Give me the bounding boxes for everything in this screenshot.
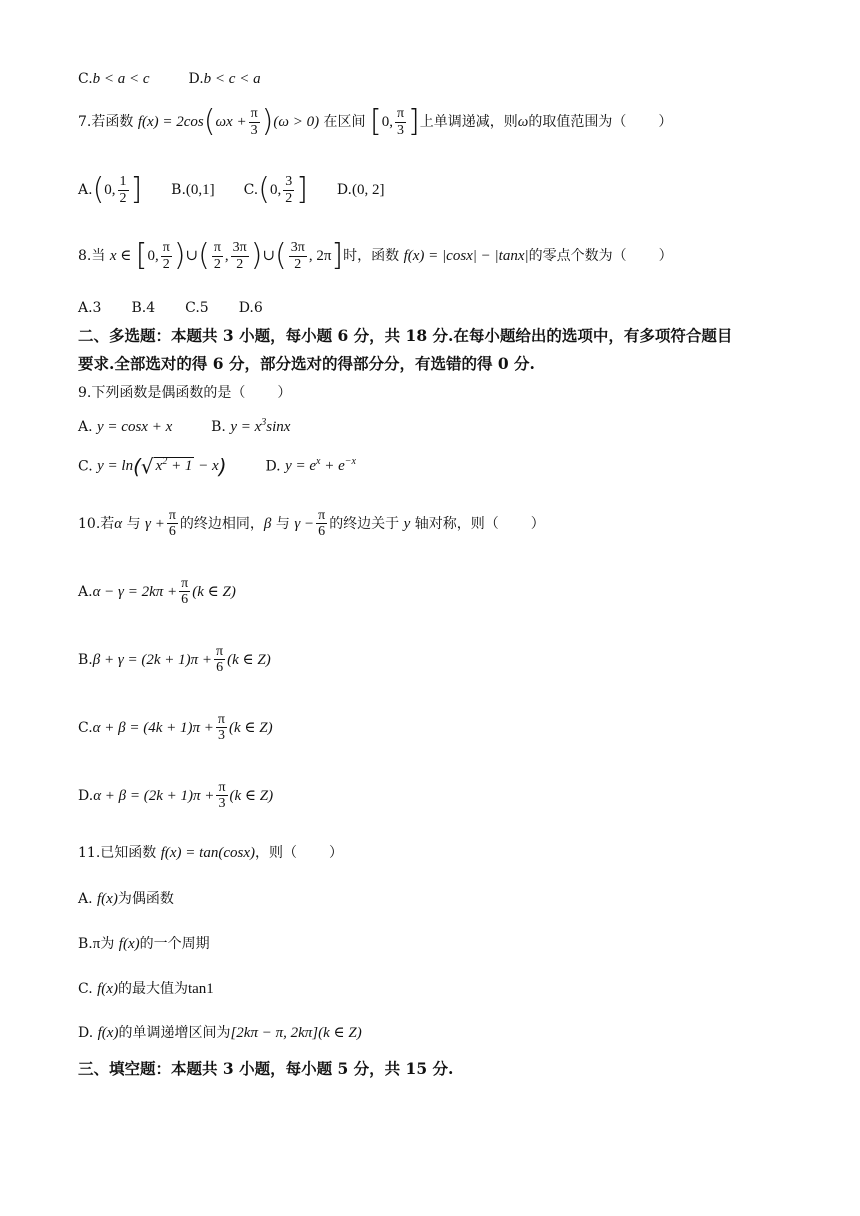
q8-end: 的零点个数为（ [528, 248, 627, 264]
q10-pi-over-6-b: $\frac{\pi}{6}$ [318, 508, 326, 540]
q7-option-d-expr: (0, 2] [352, 182, 385, 198]
q11-option-a-fx: f(x) [97, 891, 118, 907]
q11-option-c-fx: f(x) [97, 981, 118, 997]
q11-option-d-value: [2kπ − π, 2kπ](k ∈ Z) [230, 1025, 362, 1041]
q11-option-d-fx: f(x) [97, 1025, 119, 1041]
q10-beta: β [263, 515, 272, 532]
q7-inner: ωx + [215, 114, 247, 130]
q9-label: 9.下列函数是偶函数的是（ [78, 385, 246, 401]
section-3-heading: 三、填空题：本题共 3 小题，每小题 5 分，共 15 分. [78, 1059, 454, 1078]
q10-option-b-label: B. [78, 651, 93, 668]
q6-option-c-expr: b < a < c [92, 71, 150, 87]
q10-option-c [78, 712, 273, 744]
q9-options-cd [78, 455, 356, 479]
q10-option-a [78, 576, 236, 608]
q8-x-in: x ∈ [109, 248, 132, 264]
q7-omega: ω [517, 114, 529, 130]
q7-mid-text: 在区间 [323, 114, 366, 130]
q10-option-d-frac: $\frac{\pi}{3}$ [218, 780, 226, 812]
q6-options [78, 70, 261, 88]
q11-option-a [78, 890, 174, 908]
q10-gamma-minus: γ − [294, 515, 315, 532]
q7-options: A.(0, $\frac{1}{2}$ ] B.(0,1] C.(0, $\frac{3}{2}$ ] D.(0, 2] [78, 172, 385, 207]
q8-3pi-over-2-b: $\frac{3\pi}{2}$ [290, 240, 305, 272]
q9-option-c-expr: y = ln(√ $x^2 + 1 - x$) [97, 455, 227, 479]
q7-option-b-label: B. [171, 182, 186, 198]
q11-option-d [78, 1024, 362, 1042]
q8-option-a: A.3 [78, 300, 102, 316]
q9-option-a-label: A. [78, 419, 93, 435]
question-10 [78, 508, 545, 540]
q8-function: f(x) = |cosx| − |tanx| [403, 248, 529, 264]
q7-end: 的取值范围为（ [528, 114, 627, 130]
question-7: 7.若函数 f(x) = 2cos(ωx + $\frac{\pi}{3}$ )(ω > 0) 在区间 [0, $\frac{\pi}{3}$ ]上单调递减，则ω的取值范围为（ ） [78, 104, 673, 139]
q10-option-d-expr: α + β = (2k + 1)π + [93, 787, 215, 804]
q9-option-b-expr: $y = x^3\sin x$ [230, 417, 291, 435]
q11-option-b-label: B. [78, 936, 93, 952]
q10-label: 10.若 [78, 515, 115, 532]
q7-option-b-expr: (0,1] [185, 182, 215, 198]
q10-and-1: 与 [126, 515, 141, 532]
q7-option-a-zero: 0, [104, 182, 116, 198]
q8-option-b: B.4 [131, 300, 156, 316]
q8-pi-over-2-b: $\frac{\pi}{2}$ [213, 240, 221, 272]
q11-option-b-mid: 为 [100, 936, 115, 952]
q8-tail: 时，函数 [343, 248, 400, 264]
q8-pi-over-2-a: $\frac{\pi}{2}$ [162, 240, 170, 272]
q8-option-d: D.6 [238, 300, 263, 316]
q6-option-d-label: D. [188, 71, 204, 87]
q11-option-b-pi: π [92, 936, 101, 952]
q10-option-a-tail: (k ∈ Z) [192, 583, 236, 600]
q10-and-2: 与 [275, 515, 290, 532]
q7-interval-end: $\frac{\pi}{3}$ [396, 106, 405, 138]
q11-option-b-text: 的一个周期 [139, 936, 210, 952]
q9-option-c-label: C. [78, 458, 93, 475]
q11-close: ） [328, 845, 343, 861]
q7-function: f(x) = 2cos [137, 114, 204, 130]
q8-options [78, 300, 263, 317]
q9-option-b-label: B. [211, 419, 226, 435]
q11-function: f(x) = tan(cosx) [160, 845, 255, 861]
q10-option-c-expr: α + β = (4k + 1)π + [92, 719, 214, 736]
q11-option-c-label: C. [78, 981, 93, 997]
q11-option-b-fx: f(x) [118, 936, 140, 952]
q8-label: 8.当 [78, 248, 106, 264]
q10-option-c-tail: (k ∈ Z) [229, 719, 273, 736]
q10-gamma-plus: γ + [145, 515, 165, 532]
q11-end: ，则（ [254, 845, 297, 861]
q10-close: ） [530, 515, 545, 532]
q10-option-c-label: C. [78, 719, 93, 736]
section-2-heading-line-2: 要求.全部选对的得 6 分，部分选对的得部分分，有选错的得 0 分. [78, 354, 535, 373]
q11-option-d-label: D. [78, 1025, 94, 1041]
section-2-heading-line-1: 二、多选题：本题共 3 小题，每小题 6 分，共 18 分.在每小题给出的选项中，有多项符合题目 [78, 326, 733, 345]
q8-cup-2: ∪ [262, 248, 276, 264]
q11-option-b [78, 935, 210, 953]
q11-option-d-text: 的单调递增区间为 [118, 1025, 231, 1041]
q7-label: 7.若函数 [78, 114, 134, 130]
q7-interval-start: 0, [381, 114, 393, 130]
question-8: 8.当 x ∈ [0, $\frac{\pi}{2}$ )∪( $\frac{\pi}{2}$ , $\frac{3\pi}{2}$ )∪( $\frac{3\pi}{2}$ , 2π]时，函数 f(x) = |cosx| − |tanx|的零点个数为（ ） [78, 238, 673, 273]
q10-end: 轴对称，则（ [414, 515, 499, 532]
q10-option-d [78, 780, 273, 812]
q10-option-d-tail: (k ∈ Z) [229, 787, 274, 804]
question-9 [78, 385, 291, 402]
q7-option-c-frac: $\frac{3}{2}$ [285, 174, 293, 206]
q11-option-a-text: 为偶函数 [117, 891, 174, 907]
q7-condition: (ω > 0) [273, 114, 320, 130]
q10-option-a-frac: $\frac{\pi}{6}$ [181, 576, 189, 608]
q9-option-a-expr: y = cosx + x [97, 419, 173, 435]
q10-option-b [78, 644, 271, 676]
q8-3pi-over-2-a: $\frac{3\pi}{2}$ [232, 240, 247, 272]
q11-option-c [78, 980, 214, 998]
q9-options-ab [78, 417, 290, 436]
q11-option-c-text: 的最大值为 [117, 981, 188, 997]
q10-alpha: α [114, 515, 123, 532]
q10-option-d-label: D. [78, 787, 94, 804]
q7-option-d-label: D. [336, 182, 353, 198]
q8-option-c: C.5 [185, 300, 209, 316]
question-11 [78, 844, 343, 862]
q10-option-b-expr: β + γ = (2k + 1)π + [92, 651, 213, 668]
q8-close: ） [658, 248, 673, 264]
q7-option-a-label: A. [78, 182, 93, 198]
q6-option-c-label: C. [78, 71, 93, 87]
q8-two-pi: , 2π [308, 248, 332, 264]
q10-option-a-label: A. [78, 583, 93, 600]
q11-option-c-value: tan1 [187, 981, 214, 997]
q7-tail: 上单调递减，则 [419, 114, 518, 130]
q10-same: 的终边相同， [179, 515, 264, 532]
q7-option-c-zero: 0, [269, 182, 282, 198]
q10-symmetric: 的终边关于 [329, 515, 400, 532]
q7-option-a-frac: $\frac{1}{2}$ [119, 174, 127, 206]
q10-pi-over-6-a: $\frac{\pi}{6}$ [168, 508, 176, 540]
q9-option-d-expr: $y = e^x + e^{-x}$ [285, 456, 356, 475]
q10-option-b-frac: $\frac{\pi}{6}$ [216, 644, 224, 676]
q10-option-b-tail: (k ∈ Z) [227, 651, 271, 668]
q7-close: ） [658, 114, 673, 130]
q9-close: ） [277, 385, 292, 401]
q10-option-a-expr: α − γ = 2kπ + [92, 583, 178, 600]
q10-option-c-frac: $\frac{\pi}{3}$ [217, 712, 225, 744]
q8-zero: 0, [147, 248, 159, 264]
q8-cup-1: ∪ [185, 248, 199, 264]
q10-y: y [403, 515, 411, 532]
q11-label: 11.已知函数 [78, 845, 157, 861]
q9-option-d-label: D. [265, 458, 281, 475]
q7-option-c-label: C. [243, 182, 259, 198]
q11-option-a-label: A. [78, 891, 93, 907]
q7-pi-over-3: $\frac{\pi}{3}$ [250, 106, 258, 138]
q6-option-d-expr: b < c < a [203, 71, 261, 87]
